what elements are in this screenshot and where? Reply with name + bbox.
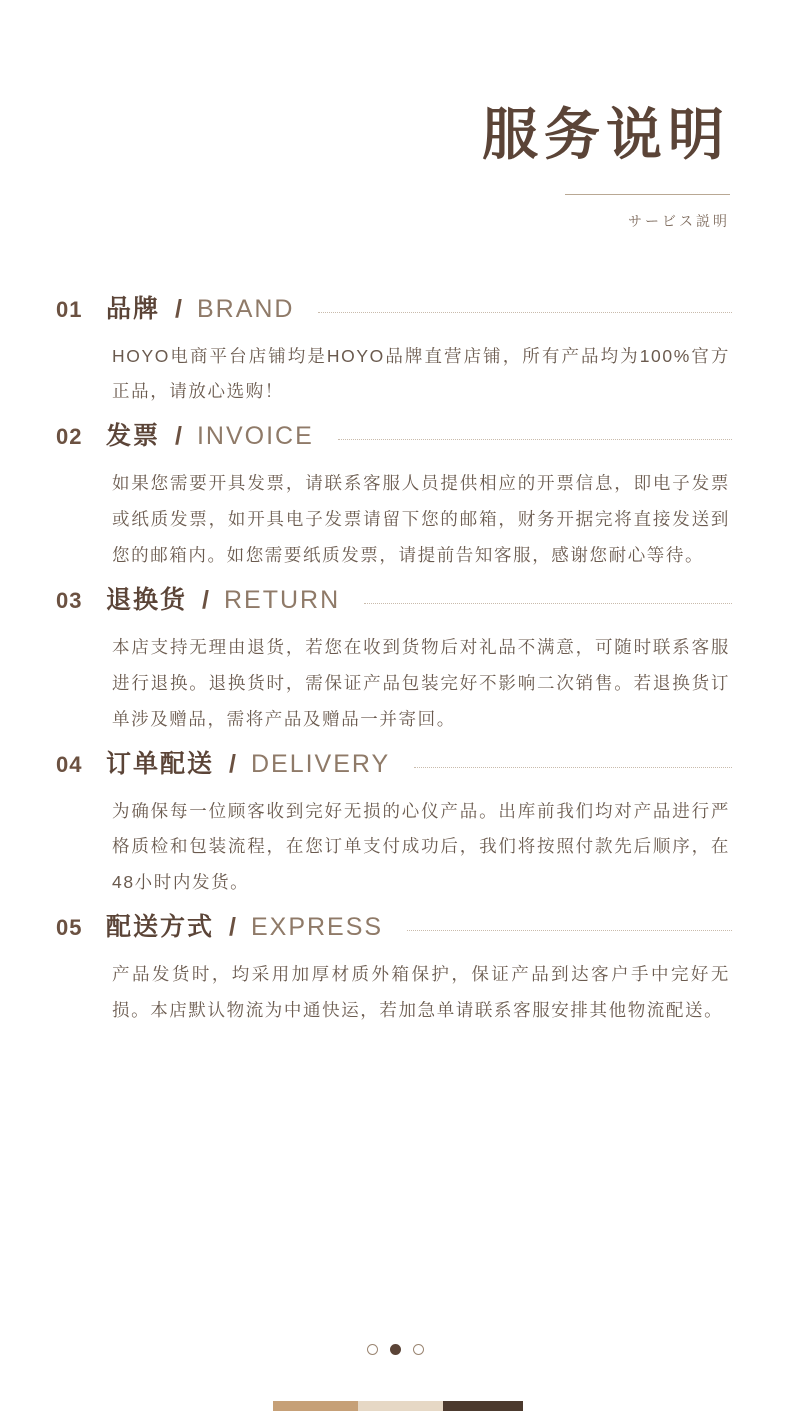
- pagination-dot[interactable]: [413, 1344, 424, 1355]
- section-slash: /: [202, 585, 209, 614]
- bar-segment-dark: [443, 1401, 523, 1411]
- pagination-dot-active[interactable]: [390, 1344, 401, 1355]
- section-title-en: EXPRESS: [250, 913, 384, 942]
- section-express: [56, 907, 732, 1029]
- section-heading-rule: [318, 311, 732, 313]
- section-heading: [56, 907, 732, 943]
- section-title-cn: 配送方式: [106, 913, 215, 942]
- section-invoice: [56, 416, 732, 574]
- section-slash: /: [229, 749, 236, 778]
- section-slash: /: [229, 913, 236, 942]
- section-body: 为确保每一位顾客收到完好无损的心仪产品。出库前我们均对产品进行严格质检和包装流程，在您订单支付成功后，我们将按照付款先后顺序，在48小时内发货。: [112, 800, 730, 893]
- section-body: 如果您需要开具发票，请联系客服人员提供相应的开票信息，即电子发票或纸质发票，如开具电子发票请留下您的邮箱，财务开据完将直接发送到您的邮箱内。如您需要纸质发票，请提前告知客服，感谢您耐心等待。: [112, 473, 730, 566]
- bar-segment-tan: [273, 1401, 358, 1411]
- section-brand: [56, 289, 732, 411]
- section-delivery: [56, 744, 732, 902]
- section-heading-rule: [338, 438, 732, 440]
- section-return: [56, 580, 732, 738]
- section-body: HOYO电商平台店铺均是HOYO品牌直营店铺，所有产品均为100%官方正品，请放心选购！: [112, 345, 730, 402]
- section-heading: [56, 416, 732, 452]
- section-heading-rule: [364, 602, 732, 604]
- section-heading: [56, 289, 732, 325]
- section-body: 本店支持无理由退货，若您在收到货物后对礼品不满意，可随时联系客服进行退换。退换货时，需保证产品包装完好不影响二次销售。若退换货订单涉及赠品，需将产品及赠品一并寄回。: [112, 636, 730, 729]
- section-title-cn: 品牌: [106, 294, 161, 323]
- section-heading: [56, 744, 732, 780]
- section-title-en: INVOICE: [196, 422, 314, 451]
- bar-segment-blank-left: [0, 1401, 273, 1411]
- section-number: 02: [56, 424, 83, 450]
- bar-segment-blank-right: [523, 1401, 790, 1411]
- bar-segment-cream: [358, 1401, 443, 1411]
- section-title-en: RETURN: [223, 585, 341, 614]
- section-title-en: BRAND: [196, 294, 295, 323]
- sections-list: [0, 289, 790, 1029]
- section-number: 04: [56, 751, 83, 777]
- section-title-cn: 退换货: [106, 585, 188, 614]
- page-title: 服务说明: [482, 103, 730, 166]
- section-title-en: DELIVERY: [250, 749, 391, 778]
- section-heading-rule: [414, 766, 732, 768]
- section-slash: /: [175, 294, 182, 323]
- section-number: 03: [56, 587, 83, 613]
- section-number: 05: [56, 915, 83, 941]
- pagination-dots[interactable]: [0, 1344, 790, 1355]
- page-header: [0, 0, 790, 231]
- pagination-dot[interactable]: [367, 1344, 378, 1355]
- section-body: 产品发货时，均采用加厚材质外箱保护，保证产品到达客户手中完好无损。本店默认物流为中通快运，若加急单请联系客服安排其他物流配送。: [112, 964, 730, 1021]
- section-heading-rule: [407, 929, 732, 931]
- section-heading: [56, 580, 732, 616]
- section-slash: /: [175, 422, 182, 451]
- header-divider: [565, 194, 730, 195]
- page-subtitle: サービス説明: [628, 212, 730, 229]
- section-title-cn: 订单配送: [106, 749, 215, 778]
- section-number: 01: [56, 296, 83, 322]
- section-title-cn: 发票: [106, 422, 161, 451]
- bottom-color-bar: [0, 1401, 790, 1411]
